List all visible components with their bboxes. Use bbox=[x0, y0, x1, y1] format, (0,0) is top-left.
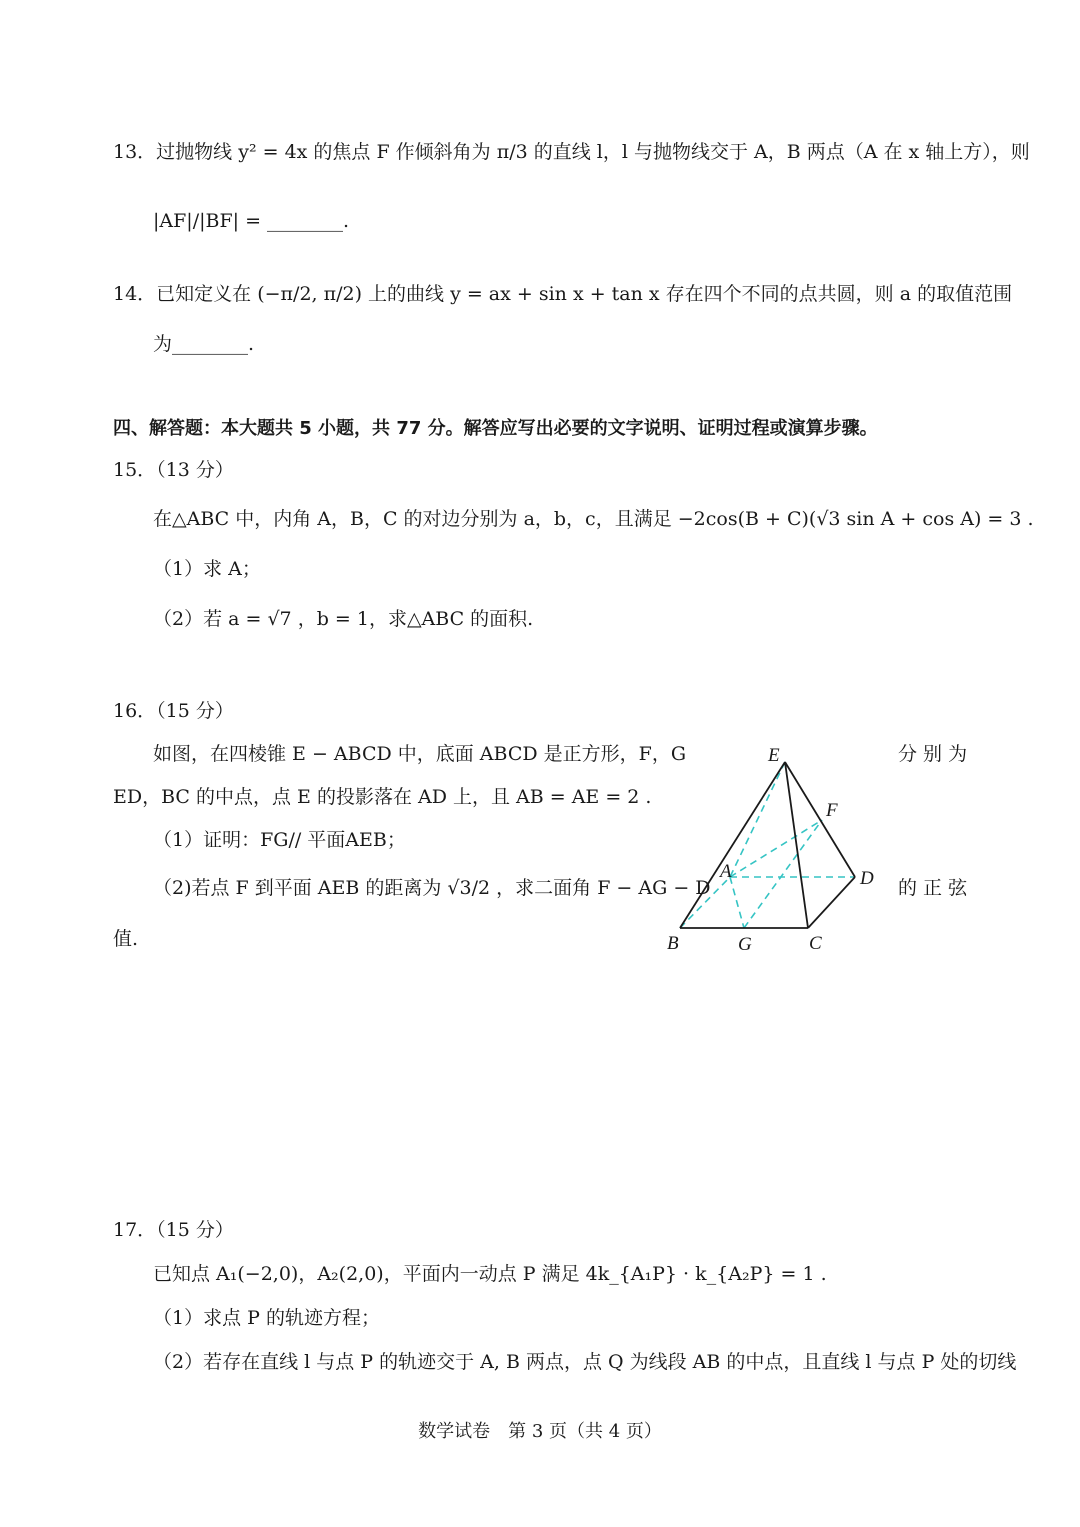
q15-part1: （1）求 A； bbox=[153, 558, 261, 580]
q17-part2: （2）若存在直线 l 与点 P 的轨迹交于 A, B 两点，点 Q 为线段 AB 的中点，且直线 l 与点 P 处的切线 bbox=[153, 1351, 1017, 1373]
q14-line2: 为________. bbox=[153, 333, 255, 355]
edge-AG-hidden bbox=[730, 877, 744, 928]
q17-part1: （1）求点 P 的轨迹方程； bbox=[153, 1307, 380, 1329]
edge-ED bbox=[785, 762, 855, 877]
page-footer: 数学试卷 第 3 页（共 4 页） bbox=[418, 1421, 662, 1442]
q16-header: 16．（15 分） bbox=[113, 700, 234, 722]
q15-part2: （2）若 a = √7 ，b = 1，求△ABC 的面积. bbox=[153, 608, 534, 630]
q15-stem: 在△ABC 中，内角 A，B，C 的对边分别为 a，b，c，且满足 −2cos(B + C)(√3 sin A + cos A) = 3 . bbox=[153, 508, 1034, 530]
pyramid-figure bbox=[660, 740, 890, 960]
q17-stem: 已知点 A₁(−2,0)，A₂(2,0)，平面内一动点 P 满足 4k_{A₁P} · k_{A₂P} = 1 . bbox=[153, 1263, 827, 1285]
q15-header: 15．（13 分） bbox=[113, 459, 234, 481]
q16-stem-a: 如图，在四棱锥 E − ABCD 中，底面 ABCD 是正方形，F，G bbox=[153, 743, 687, 765]
q16-part1: （1）证明：FG// 平面AEB； bbox=[153, 829, 406, 851]
q16-stem-a-tail: 分 别 为 bbox=[898, 743, 968, 765]
q16-stem-b: ED，BC 的中点，点 E 的投影落在 AD 上，且 AB = AE = 2 . bbox=[113, 786, 652, 808]
q14-line1: 14．已知定义在 (−π/2, π/2) 上的曲线 y = ax + sin x + tan x 存在四个不同的点共圆，则 a 的取值范围 bbox=[113, 283, 1013, 305]
label-E: E bbox=[768, 745, 780, 766]
q17-header: 17．（15 分） bbox=[113, 1219, 234, 1241]
edge-CD bbox=[808, 877, 855, 928]
label-C: C bbox=[809, 933, 822, 954]
label-F: F bbox=[826, 800, 838, 821]
q13-line2: |AF|/|BF| = ________. bbox=[153, 210, 350, 232]
edge-BA-hidden bbox=[680, 877, 730, 928]
section-heading: 四、解答题：本大题共 5 小题，共 77 分。解答应写出必要的文字说明、证明过程或演算步骤。 bbox=[113, 418, 878, 439]
q13-line1: 13．过抛物线 y² = 4x 的焦点 F 作倾斜角为 π/3 的直线 l，l 与抛物线交于 A，B 两点（A 在 x 轴上方），则 bbox=[113, 141, 1030, 163]
q16-part2: （2)若点 F 到平面 AEB 的距离为 √3/2 ，求二面角 F − AG − D bbox=[153, 877, 711, 899]
edge-GF-hidden bbox=[744, 820, 822, 928]
label-G: G bbox=[738, 934, 752, 955]
label-A: A bbox=[720, 861, 732, 882]
q16-part2-end: 值. bbox=[113, 928, 139, 950]
label-D: D bbox=[860, 868, 874, 889]
edge-EB bbox=[680, 762, 785, 928]
edge-EA-hidden bbox=[730, 762, 785, 877]
label-B: B bbox=[667, 933, 679, 954]
q16-part2-tail: 的 正 弦 bbox=[898, 877, 968, 899]
